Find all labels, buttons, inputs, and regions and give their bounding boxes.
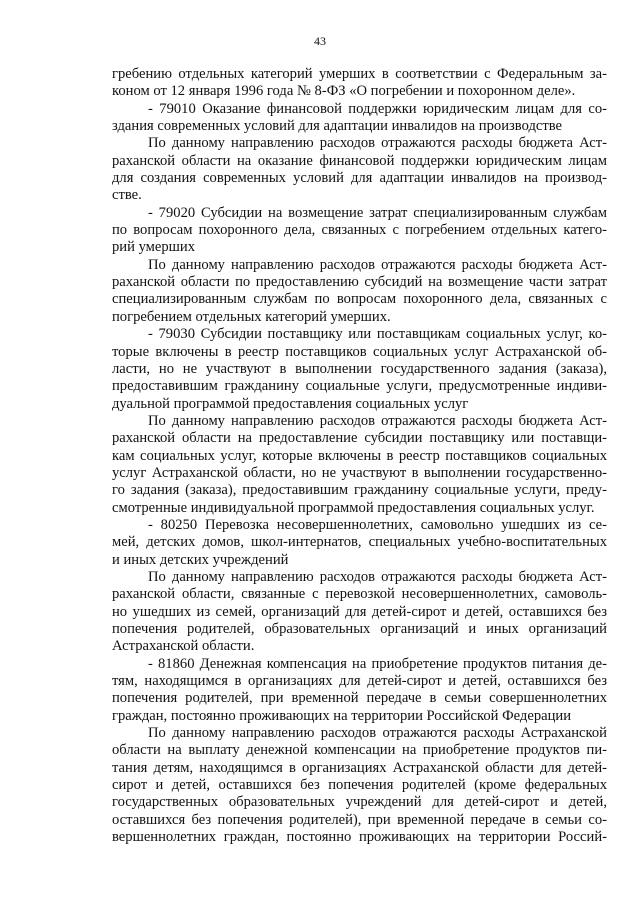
text-line: тям, находящимся в организациях для детей-сирот и детей, оставшихся без — [112, 673, 607, 690]
text-line: раханской области по предоставлению субсидий на возмещение части затрат — [112, 274, 607, 291]
text-line: ласти, но не участвуют в выполнении государственного задания (заказа), — [112, 360, 607, 377]
text-line: государственных образовательных учреждений для детей-сирот и детей, — [112, 794, 607, 811]
text-line: попечения родителей, при временной передаче в семьи совершеннолетних — [112, 690, 607, 707]
text-line: предоставившим гражданину социальные услуги, предусмотренные индиви- — [112, 378, 607, 395]
text-line: кам социальных услуг, которые включены в реестр поставщиков социальных — [112, 447, 607, 464]
text-line: раханской области на оказание финансовой поддержки юридическим лицам — [112, 152, 607, 169]
text-line: области на выплату денежной компенсации на приобретение продуктов пи- — [112, 742, 607, 759]
text-line: специализированным службам по вопросам похоронного дела, связанных с — [112, 291, 607, 308]
text-line: По данному направлению расходов отражаются расходы Астраханской — [148, 725, 607, 742]
text-line: услуг Астраханской области, но не участвуют в выполнении государственно- — [112, 464, 607, 481]
text-line: торые включены в реестр поставщиков социальных услуг Астраханской об- — [112, 343, 607, 360]
text-line: По данному направлению расходов отражаются расходы бюджета Аст- — [148, 412, 607, 429]
text-line: дуальной программой предоставления социальных услуг — [112, 395, 469, 412]
text-line: смотренные индивидуальной программой предоставления социальных услуг. — [112, 499, 595, 516]
text-line: По данному направлению расходов отражаются расходы бюджета Аст- — [148, 256, 607, 273]
text-line: По данному направлению расходов отражаются расходы бюджета Аст- — [148, 568, 607, 585]
text-line: но ушедших из семей, организаций для детей-сирот и детей, оставшихся без — [112, 603, 607, 620]
document-body-text — [112, 66, 607, 846]
text-line: - 80250 Перевозка несовершеннолетних, самовольно ушедших из се- — [148, 516, 607, 533]
text-line: оставшихся без попечения родителей), при временной передаче в семьи со- — [112, 811, 607, 828]
text-line: мей, детских домов, школ-интернатов, специальных учебно-воспитательных — [112, 534, 607, 551]
text-line: - 79030 Субсидии поставщику или поставщикам социальных услуг, ко- — [148, 326, 607, 343]
text-line: здания современных условий для адаптации инвалидов на производстве — [112, 118, 563, 135]
text-line: По данному направлению расходов отражаются расходы бюджета Аст- — [148, 135, 607, 152]
text-line: - 81860 Денежная компенсация на приобретение продуктов питания де- — [148, 655, 607, 672]
text-line: Астраханской области. — [112, 638, 255, 655]
text-line: тания детям, находящимся в организациях Астраханской области для детей- — [112, 759, 607, 776]
text-line: стве. — [112, 187, 142, 204]
text-line: граждан, постоянно проживающих на территории Российской Федерации — [112, 707, 572, 724]
text-line: - 79020 Субсидии на возмещение затрат специализированным службам — [148, 204, 607, 221]
text-line: коном от 12 января 1996 года № 8-ФЗ «О погребении и похоронном деле». — [112, 83, 576, 100]
text-line: и иных детских учреждений — [112, 551, 289, 568]
page-number: 43 — [314, 34, 326, 48]
text-line: раханской области, связанные с перевозкой несовершеннолетних, самоволь- — [112, 586, 607, 603]
text-line: раханской области на предоставление субсидии поставщику или поставщи- — [112, 430, 607, 447]
text-line: вершеннолетних граждан, постоянно проживающих на территории Россий- — [112, 829, 607, 846]
text-line: - 79010 Оказание финансовой поддержки юридическим лицам для со- — [148, 100, 607, 117]
text-line: сирот и детей, оставшихся без попечения родителей (кроме федеральных — [112, 777, 607, 794]
text-line: для создания современных условий для адаптации инвалидов на производ- — [112, 170, 607, 187]
text-line: по вопросам похоронного дела, связанных с погребением отдельных катего- — [112, 222, 607, 239]
text-line: рий умерших — [112, 239, 196, 256]
text-line: попечения родителей, образовательных организаций и иных организаций — [112, 621, 607, 637]
text-line: погребением отдельных категорий умерших. — [112, 308, 391, 325]
text-line: гребению отдельных категорий умерших в соответствии с Федеральным за- — [112, 66, 607, 82]
text-line: го задания (заказа), предоставившим гражданину социальные услуги, преду- — [112, 482, 607, 499]
